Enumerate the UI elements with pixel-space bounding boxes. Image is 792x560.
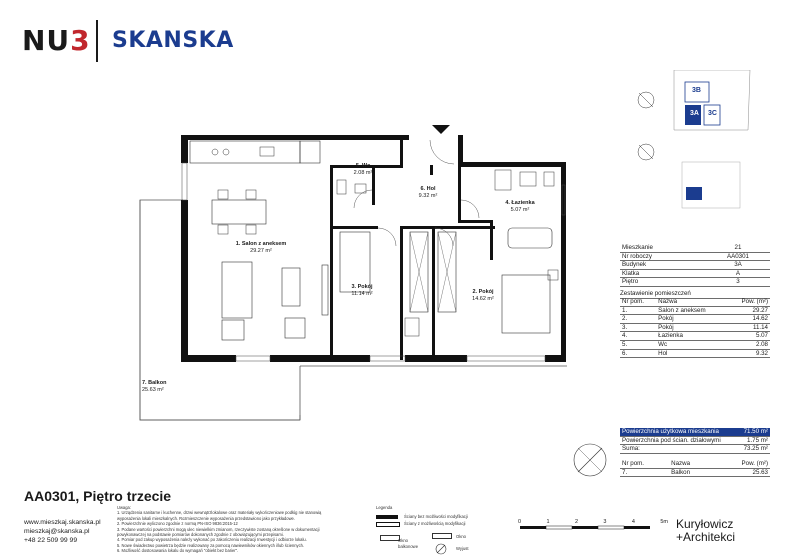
cell: 4.	[620, 332, 656, 341]
table-row	[620, 315, 770, 324]
table-row	[620, 332, 770, 341]
door	[430, 140, 454, 164]
balcony-table	[620, 460, 770, 477]
cell: Balkon	[669, 468, 712, 477]
tv-unit	[322, 265, 328, 315]
notes-line: 6. Możliwość dostosowania lokalu do wymagań "obiekt bez barier".	[117, 548, 239, 554]
column-header: Nazwa	[669, 460, 712, 468]
column-header: Nazwa	[656, 298, 728, 306]
info-row	[620, 261, 770, 270]
dining-table	[212, 200, 266, 224]
kitchen-counter	[190, 141, 300, 163]
balcony-window-icon	[380, 535, 400, 541]
room-name: 3. Pokój	[351, 284, 373, 290]
bathroom-sink	[520, 172, 536, 186]
info-label: Mieszkanie	[620, 244, 706, 252]
notes-block	[117, 505, 362, 554]
door	[378, 228, 396, 246]
cell: Hol	[656, 349, 728, 358]
room-area: 14.62 m²	[472, 296, 494, 302]
nu3-suffix: 3	[70, 24, 91, 57]
room-label-lazienka	[490, 200, 550, 214]
entrance-arrow	[432, 125, 450, 134]
column-header: Pow. (m²)	[712, 460, 770, 468]
info-value: AA0301	[706, 252, 770, 261]
table-row	[620, 340, 770, 349]
architect-name: Kuryłowicz	[676, 517, 734, 531]
table-row	[620, 445, 770, 454]
info-row	[620, 252, 770, 261]
door	[354, 190, 372, 208]
cell: Łazienka	[656, 332, 728, 341]
table-row	[620, 323, 770, 332]
legend-title: Legenda	[376, 505, 393, 510]
compass-icon	[638, 144, 654, 160]
table-header-row	[620, 460, 770, 468]
table-row	[620, 468, 770, 477]
legend-item: Okno balkonowe	[398, 538, 419, 549]
bed	[502, 275, 550, 333]
contact-website[interactable]: www.mieszkaj.skanska.pl	[24, 519, 101, 526]
cell: Salon z aneksem	[656, 306, 728, 315]
cell: 1.	[620, 306, 656, 315]
scale-tick: 4	[631, 519, 635, 525]
wardrobe	[410, 232, 428, 312]
armchair	[285, 318, 305, 338]
washing-machine	[495, 170, 511, 190]
room-name: 4. Łazienka	[505, 200, 535, 206]
rooms-table	[620, 298, 770, 358]
room-name: 7. Balkon	[142, 380, 167, 386]
room-label-wc	[340, 163, 386, 177]
notes-line: 5. Nowe świadectwo powietrza będzie realizowany za pomocą nawiewników okiennych i/lub ściennych.	[117, 542, 305, 548]
cell: 6.	[620, 349, 656, 358]
info-label: Budynek	[620, 261, 706, 270]
legend	[376, 505, 392, 511]
room-name: 1. Salon z aneksem	[235, 241, 287, 247]
apartment-title: AA0301, Piętro trzecie	[24, 488, 172, 504]
room-name: 5. Wc	[355, 163, 371, 169]
building-label-3b: 3B	[692, 87, 701, 94]
legend-item: Wyjust	[456, 546, 469, 551]
legend-wall-modifiable-swatch	[376, 522, 400, 527]
cell: 2.08	[728, 340, 770, 349]
cell: 2.	[620, 315, 656, 324]
sofa	[222, 262, 252, 318]
architect-logo	[676, 518, 735, 544]
room-area: 5.07 m²	[510, 207, 530, 213]
scale-ticks	[518, 519, 668, 525]
scale-tick: 2	[574, 519, 578, 525]
compass-icon	[638, 92, 654, 108]
notes-line: 2. Powierzchnie wyliczono zgodnie z normą PN-ISO 9836:2015-12	[117, 521, 238, 527]
info-value: 3	[706, 278, 770, 287]
coffee-table	[282, 268, 300, 306]
scale-tick: 1	[546, 519, 550, 525]
rooms-table-title: Zestawienie pomieszczeń	[620, 289, 770, 299]
room-label-hol	[406, 186, 450, 200]
contact-block	[24, 518, 101, 545]
cell: 11.14	[728, 323, 770, 332]
table-row	[620, 306, 770, 315]
notes-line: 4. Pomiar pod zakup wyposażenia należy wykonać po zakończeniu realizacji Inwestycji i odbiorze lokalu.	[117, 537, 307, 543]
contact-phone: +48 22 509 99 99	[24, 537, 78, 544]
total-label: Powierzchnia użytkowa mieszkania	[620, 428, 737, 436]
info-row	[620, 269, 770, 278]
notes-line: powykonawczej na podstawie pomiarów dokonanych zgodnie z obowiązującymi przepisami.	[117, 532, 284, 538]
total-label: Suma:	[620, 445, 737, 454]
notes-line: wyposażenia lokali mieszkalnych. Rozmieszczenie wyposażenia przedstawiono jako przykładowe.	[117, 515, 295, 521]
armchair	[222, 320, 244, 340]
room-name: 6. Hol	[420, 186, 436, 192]
total-value: 71.50 m²	[737, 428, 770, 436]
cell: 5.07	[728, 332, 770, 341]
stove	[223, 149, 229, 155]
cell: Wc	[656, 340, 728, 349]
scale-tick: 0	[518, 519, 522, 525]
info-value: A	[706, 269, 770, 278]
fridge	[300, 141, 320, 163]
cell: 3.	[620, 323, 656, 332]
cell: Pokój	[656, 315, 728, 324]
nu3-prefix: NU	[22, 24, 71, 57]
room-area: 2.08 m²	[353, 170, 373, 176]
skanska-logo: SKANSKA	[112, 28, 234, 53]
room-label-salon	[226, 241, 296, 255]
floor-keyplan-highlight	[686, 187, 702, 200]
cell: 29.27	[728, 306, 770, 315]
total-label: Powierzchnia pod ścian. działowymi	[620, 436, 737, 445]
bathtub	[508, 228, 552, 248]
window-icon	[432, 533, 452, 539]
room-label-pokoj-2	[455, 289, 511, 303]
total-value: 73.25 m²	[737, 445, 770, 454]
column-header: Nr pom.	[620, 460, 669, 468]
chair	[218, 190, 228, 199]
info-table	[620, 244, 770, 287]
room-area: 29.27 m²	[250, 248, 272, 254]
exit-icon	[434, 542, 448, 556]
table-row	[620, 428, 770, 436]
notes-line: 1. Urządzenia sanitarne i kuchenne, drzwi wewnątrzlokalowe oraz materiały wykończeniowe podłóg nie stanowią	[117, 510, 322, 516]
column-header: Nr pom.	[620, 298, 656, 306]
legend-item: Ściany z możliwością modyfikacji	[404, 521, 466, 526]
info-row	[620, 244, 770, 252]
building-label-3c: 3C	[708, 110, 717, 117]
room-label-pokoj-3	[338, 284, 386, 298]
room-label-balkon	[142, 380, 188, 394]
info-label: Klatka	[620, 269, 706, 278]
wc-toilet	[337, 180, 346, 194]
building-label-3a: 3A	[690, 110, 699, 117]
floor-keyplan	[682, 162, 740, 208]
table-header-row	[620, 298, 770, 306]
notes-line: 3. Podane wartości powierzchni mogą ulec niewielkim zmianom, rzeczywiste zostaną określone w dokumentacji	[117, 526, 320, 532]
column-header: Pow. (m²)	[728, 298, 770, 306]
room-area: 25.63 m²	[142, 387, 164, 393]
stove	[212, 149, 218, 155]
bathroom-toilet	[544, 172, 554, 186]
chair	[246, 190, 256, 199]
info-label: Piętro	[620, 278, 706, 287]
scale-tick: 5m	[660, 519, 668, 525]
contact-email[interactable]: mieszkaj@skanska.pl	[24, 528, 90, 535]
legend-wall-fixed-swatch	[376, 515, 398, 519]
room-area: 11.14 m²	[351, 291, 373, 297]
cell: 25.63	[712, 468, 770, 477]
info-label: Nr roboczy	[620, 252, 706, 261]
cell: 14.62	[728, 315, 770, 324]
compass-icon	[570, 440, 610, 480]
total-value: 1.75 m²	[737, 436, 770, 445]
legend-item: Okno	[456, 534, 467, 539]
totals-table	[620, 428, 770, 454]
kitchen-sink	[260, 147, 274, 156]
chair	[246, 225, 256, 234]
cell: 9.32	[728, 349, 770, 358]
info-value: 21	[706, 244, 770, 252]
info-row	[620, 278, 770, 287]
balcony-rail-lower	[300, 366, 567, 420]
cell: 5.	[620, 340, 656, 349]
legend-item: Ściany bez możliwości modyfikacji	[404, 514, 468, 519]
architect-name: +Architekci	[676, 530, 736, 544]
cell: Pokój	[656, 323, 728, 332]
bed	[340, 232, 370, 292]
table-row	[620, 436, 770, 445]
info-value: 3A	[706, 261, 770, 270]
table-row	[620, 349, 770, 358]
notes-title: Uwaga:	[117, 505, 131, 510]
scale-tick: 3	[603, 519, 607, 525]
desk	[405, 318, 419, 336]
door	[461, 200, 479, 218]
wardrobe	[438, 232, 456, 312]
room-area: 9.32 m²	[418, 193, 438, 199]
room-name: 2. Pokój	[472, 289, 494, 295]
cell: 7.	[620, 468, 669, 477]
chair	[218, 225, 228, 234]
